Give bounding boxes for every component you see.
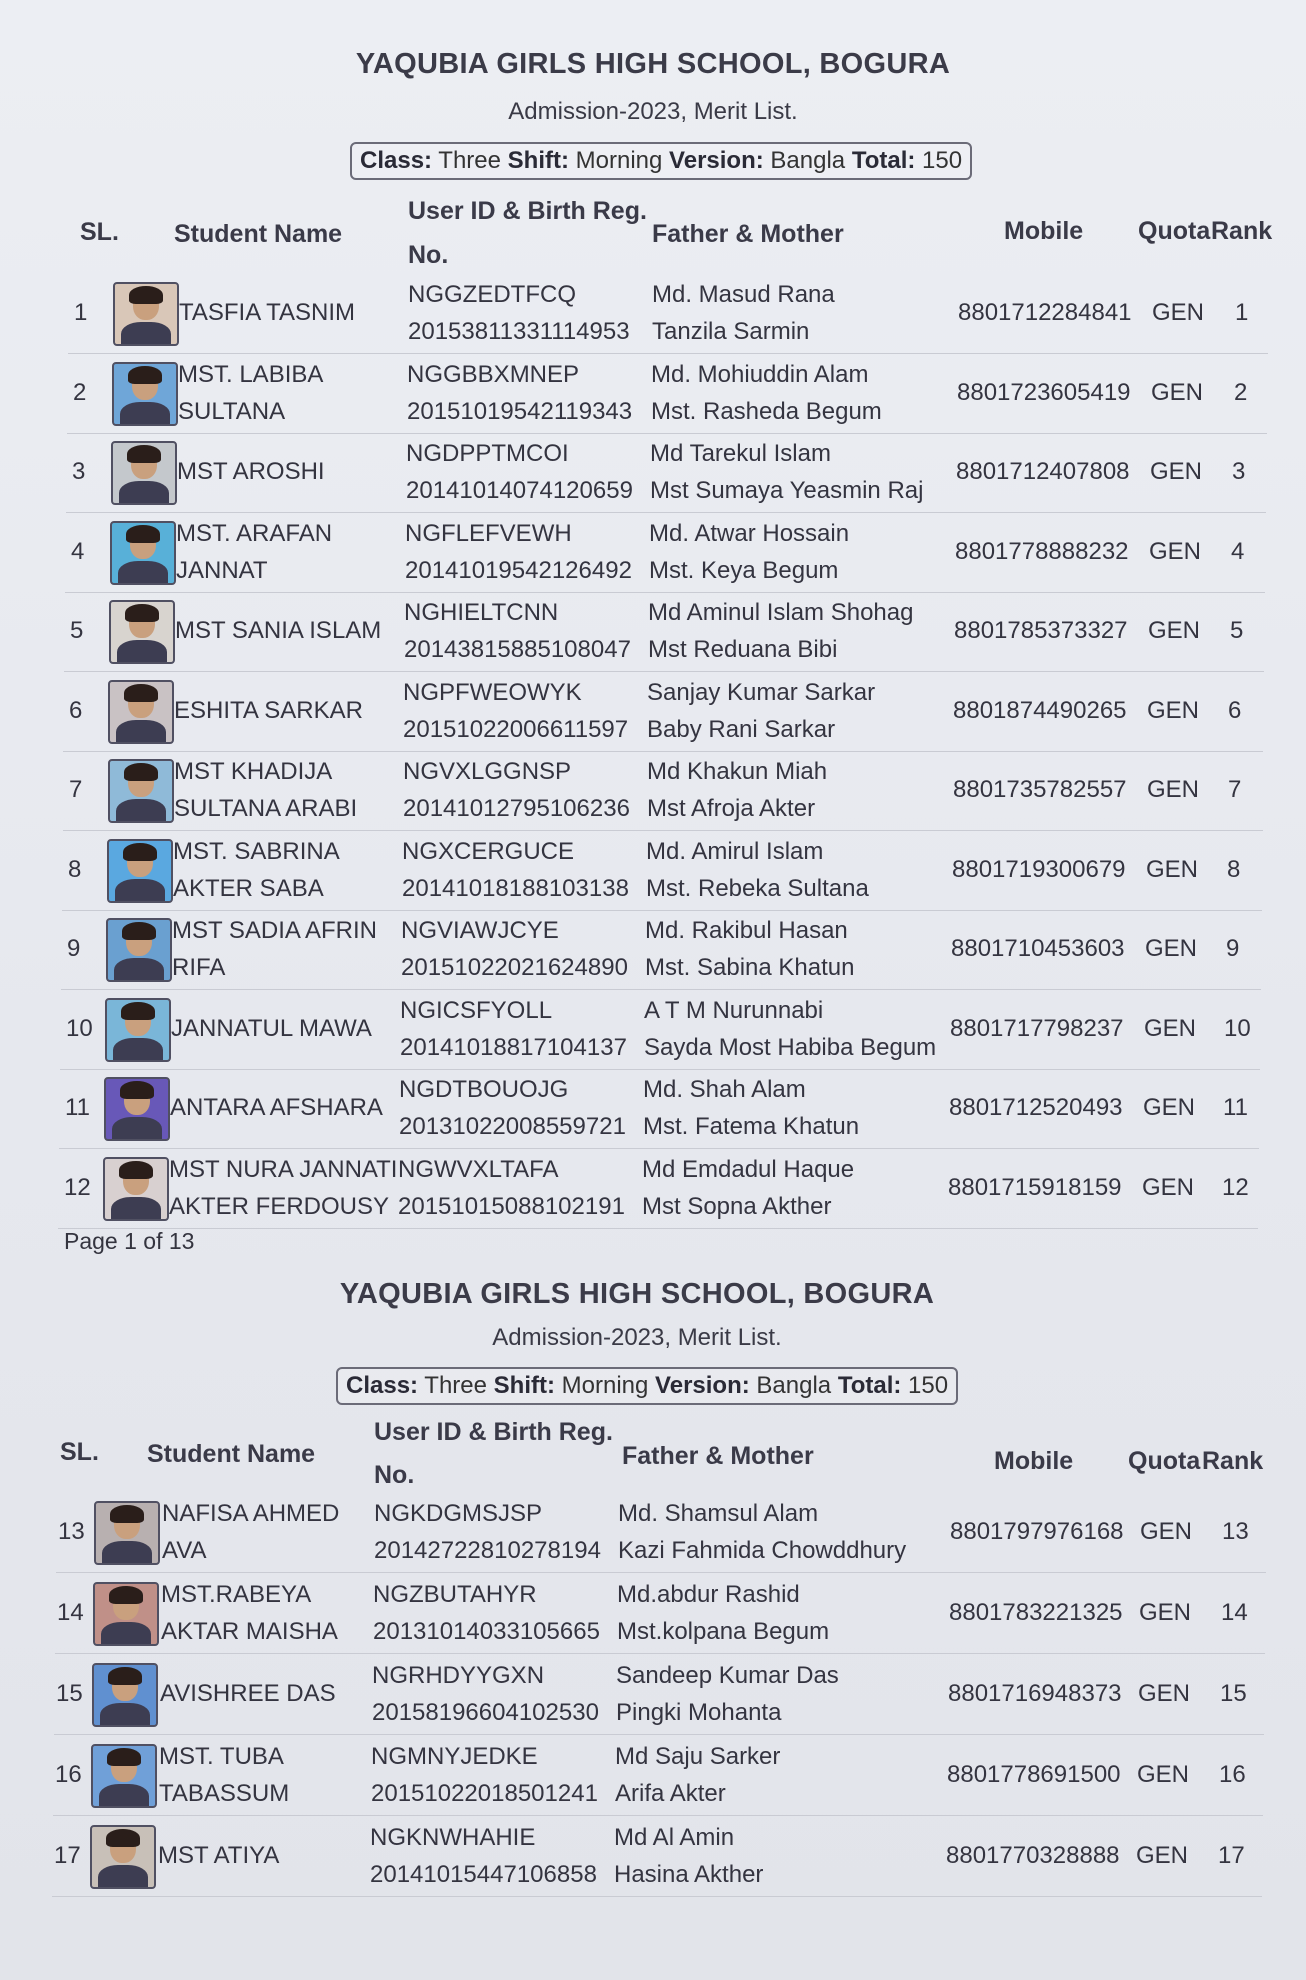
cell-rank: 11 xyxy=(1223,1094,1248,1121)
table-row xyxy=(64,594,1264,672)
merit-list-subtitle-page2: Admission-2023, Merit List. xyxy=(492,1324,782,1351)
row-divider xyxy=(65,592,1265,593)
header-sl: SL. xyxy=(80,218,119,246)
header-mobile: Mobile xyxy=(1004,217,1084,245)
table-row xyxy=(62,833,1262,911)
cell-student-name-line2: AKTAR MAISHA xyxy=(161,1618,338,1645)
cell-quota: GEN xyxy=(1144,1014,1197,1042)
cell-father-name: Md Khakun Miah xyxy=(647,758,828,785)
class-info-box-page2: Class: Three Shift: Morning Version: Bangla Total: 150 xyxy=(336,1367,958,1405)
cell-mother-name: Arifa Akter xyxy=(615,1780,726,1807)
cell-mobile: 8801715918159 xyxy=(948,1173,1122,1201)
cell-user-id: NGMNYJEDKE xyxy=(371,1743,538,1770)
cell-rank: 9 xyxy=(1226,935,1240,962)
cell-mobile: 8801719300679 xyxy=(952,855,1126,883)
cell-student-name-line1: JANNATUL MAWA xyxy=(171,1014,372,1042)
student-photo xyxy=(105,998,171,1062)
row-divider xyxy=(67,433,1267,434)
table-row xyxy=(63,674,1263,752)
cell-user-id: NGVIAWJCYE xyxy=(401,917,559,944)
cell-rank: 12 xyxy=(1222,1173,1249,1201)
cell-sl: 17 xyxy=(54,1842,81,1869)
cell-birth-reg: 20142722810278194 xyxy=(374,1537,601,1564)
cell-quota: GEN xyxy=(1143,1094,1196,1121)
header-parents: Father & Mother xyxy=(652,220,844,248)
cell-quota: GEN xyxy=(1137,1761,1190,1788)
cell-birth-reg: 20141018817104137 xyxy=(400,1033,627,1061)
cell-mother-name: Mst Afroja Akter xyxy=(647,795,816,822)
cell-student-name-line1: ANTARA AFSHARA xyxy=(170,1094,383,1121)
row-divider xyxy=(60,1069,1260,1070)
cell-birth-reg: 20131014033105665 xyxy=(373,1618,600,1645)
cell-user-id: NGWVXLTAFA xyxy=(398,1155,559,1183)
cell-student-name-line1: MST SANIA ISLAM xyxy=(175,617,382,644)
table-row xyxy=(68,276,1268,354)
student-photo xyxy=(104,1077,170,1141)
cell-user-id: NGRHDYYGXN xyxy=(372,1662,545,1689)
cell-mother-name: Tanzila Sarmin xyxy=(652,318,810,345)
header-userid: User ID & Birth Reg. xyxy=(374,1418,613,1446)
cell-father-name: Md. Mohiuddin Alam xyxy=(651,360,869,388)
table-row xyxy=(63,753,1263,831)
page-number: Page 1 of 13 xyxy=(64,1228,195,1254)
header-userid-no: No. xyxy=(408,241,449,269)
cell-student-name-line2: SULTANA ARABI xyxy=(174,795,358,822)
row-divider xyxy=(59,1148,1259,1149)
cell-student-name-line2: JANNAT xyxy=(176,556,268,584)
cell-birth-reg: 20151022006611597 xyxy=(403,715,629,743)
row-divider xyxy=(52,1896,1262,1897)
cell-father-name: Md. Masud Rana xyxy=(652,281,835,308)
cell-father-name: Sanjay Kumar Sarkar xyxy=(647,678,876,706)
cell-student-name-line1: MST. TUBA xyxy=(159,1743,284,1770)
cell-student-name-line1: MST.RABEYA xyxy=(161,1581,312,1608)
cell-user-id: NGHIELTCNN xyxy=(404,599,559,626)
row-divider xyxy=(58,1228,1258,1229)
cell-father-name: Md Saju Sarker xyxy=(615,1743,781,1770)
student-photo xyxy=(110,521,176,585)
table-row xyxy=(58,1151,1258,1229)
table-row xyxy=(52,1819,1262,1897)
cell-rank: 17 xyxy=(1218,1842,1245,1869)
table-row xyxy=(61,912,1261,990)
cell-mother-name: Mst. Sabina Khatun xyxy=(645,954,855,981)
cell-sl: 14 xyxy=(57,1599,84,1626)
cell-birth-reg: 20158196604102530 xyxy=(372,1699,599,1726)
table-row xyxy=(67,356,1267,434)
student-photo xyxy=(109,600,175,664)
cell-mother-name: Hasina Akther xyxy=(614,1861,764,1888)
cell-sl: 8 xyxy=(68,855,82,883)
cell-birth-reg: 20141018188103138 xyxy=(402,874,629,902)
student-photo xyxy=(106,918,172,982)
header-rank: Rank xyxy=(1211,217,1273,245)
table-row xyxy=(54,1657,1264,1735)
cell-rank: 2 xyxy=(1234,378,1248,406)
cell-user-id: NGGZEDTFCQ xyxy=(408,281,576,308)
cell-user-id: NGKNWHAHIE xyxy=(370,1824,536,1851)
student-photo xyxy=(91,1744,157,1808)
cell-mobile: 8801797976168 xyxy=(950,1518,1124,1545)
student-photo xyxy=(108,680,174,744)
row-divider xyxy=(68,353,1268,354)
cell-quota: GEN xyxy=(1142,1173,1195,1201)
cell-mobile: 8801735782557 xyxy=(953,776,1127,803)
cell-user-id: NGDTBOUOJG xyxy=(399,1076,569,1103)
student-photo xyxy=(93,1582,159,1646)
header-quota: Quota xyxy=(1128,1447,1201,1475)
cell-rank: 6 xyxy=(1228,696,1242,724)
cell-sl: 4 xyxy=(71,537,85,565)
student-photo xyxy=(107,839,173,903)
cell-quota: GEN xyxy=(1147,696,1200,724)
cell-birth-reg: 20141012795106236 xyxy=(403,795,630,822)
cell-mother-name: Baby Rani Sarkar xyxy=(647,715,836,743)
cell-mother-name: Mst. Keya Begum xyxy=(649,556,839,584)
student-photo xyxy=(103,1157,169,1221)
cell-birth-reg: 20151022021624890 xyxy=(401,954,628,981)
cell-father-name: Md. Atwar Hossain xyxy=(649,519,850,547)
cell-user-id: NGKDGMSJSP xyxy=(374,1500,543,1527)
table-row xyxy=(56,1495,1266,1573)
cell-user-id: NGXCERGUCE xyxy=(402,837,575,865)
cell-mother-name: Mst Sopna Akther xyxy=(642,1192,832,1220)
cell-quota: GEN xyxy=(1150,458,1203,485)
cell-mother-name: Sayda Most Habiba Begum xyxy=(644,1033,937,1061)
cell-quota: GEN xyxy=(1139,1599,1192,1626)
row-divider xyxy=(63,751,1263,752)
cell-mobile: 8801710453603 xyxy=(951,935,1125,962)
cell-father-name: Md. Shah Alam xyxy=(643,1076,806,1103)
cell-quota: GEN xyxy=(1151,378,1204,406)
cell-mobile: 8801712407808 xyxy=(956,458,1130,485)
cell-mother-name: Mst.kolpana Begum xyxy=(617,1618,830,1645)
cell-user-id: NGGBBXMNEP xyxy=(407,360,580,388)
cell-mobile: 8801712284841 xyxy=(958,299,1132,326)
cell-student-name-line1: MST. LABIBA xyxy=(178,360,324,388)
merit-list-subtitle: Admission-2023, Merit List. xyxy=(508,98,798,125)
cell-rank: 4 xyxy=(1231,537,1245,565)
cell-quota: GEN xyxy=(1148,617,1201,644)
header-parents: Father & Mother xyxy=(622,1442,814,1470)
student-photo xyxy=(94,1501,160,1565)
cell-birth-reg: 20141019542126492 xyxy=(405,556,632,584)
cell-birth-reg: 20151022018501241 xyxy=(371,1780,598,1807)
cell-user-id: NGFLEFVEWH xyxy=(405,519,572,547)
cell-student-name-line1: MST AROSHI xyxy=(177,458,325,485)
table-row xyxy=(65,515,1265,593)
row-divider xyxy=(56,1572,1266,1573)
cell-mobile: 8801770328888 xyxy=(946,1842,1120,1869)
cell-birth-reg: 20141015447106858 xyxy=(370,1861,597,1888)
row-divider xyxy=(64,671,1264,672)
cell-mother-name: Mst. Rebeka Sultana xyxy=(646,874,869,902)
header-userid: User ID & Birth Reg. xyxy=(408,197,647,225)
cell-sl: 13 xyxy=(58,1518,85,1545)
header-sl: SL. xyxy=(60,1438,99,1466)
cell-student-name-line2: AVA xyxy=(162,1537,207,1564)
cell-sl: 3 xyxy=(72,458,86,485)
cell-student-name-line1: MST KHADIJA xyxy=(174,758,333,785)
cell-sl: 6 xyxy=(69,696,83,724)
cell-mobile: 8801874490265 xyxy=(953,696,1127,724)
cell-student-name-line1: MST NURA JANNATI xyxy=(169,1155,398,1183)
row-divider xyxy=(62,910,1262,911)
cell-mobile: 8801717798237 xyxy=(950,1014,1124,1042)
table-row xyxy=(59,1071,1259,1149)
row-divider xyxy=(61,989,1261,990)
class-info-box: Class: Three Shift: Morning Version: Bangla Total: 150 xyxy=(350,142,972,180)
cell-mother-name: Mst. Fatema Khatun xyxy=(643,1113,860,1140)
header-rank: Rank xyxy=(1202,1447,1264,1475)
cell-sl: 11 xyxy=(65,1094,90,1121)
header-mobile: Mobile xyxy=(994,1447,1074,1475)
cell-birth-reg: 20151019542119343 xyxy=(407,397,633,425)
student-photo xyxy=(112,362,178,426)
cell-father-name: Md Al Amin xyxy=(614,1824,735,1851)
cell-student-name-line1: TASFIA TASNIM xyxy=(179,299,356,326)
cell-mother-name: Mst Reduana Bibi xyxy=(648,636,838,663)
student-photo xyxy=(92,1663,158,1727)
cell-student-name-line1: NAFISA AHMED xyxy=(162,1500,340,1527)
cell-student-name-line1: MST. SABRINA xyxy=(173,837,340,865)
student-photo xyxy=(108,759,174,823)
row-divider xyxy=(66,512,1266,513)
cell-mobile: 8801723605419 xyxy=(957,378,1131,406)
cell-quota: GEN xyxy=(1152,299,1205,326)
cell-father-name: A T M Nurunnabi xyxy=(644,996,824,1024)
cell-sl: 7 xyxy=(69,776,83,803)
cell-father-name: Md. Amirul Islam xyxy=(646,837,824,865)
row-divider xyxy=(54,1734,1264,1735)
cell-sl: 16 xyxy=(55,1761,82,1788)
row-divider xyxy=(53,1815,1263,1816)
cell-rank: 16 xyxy=(1219,1761,1246,1788)
cell-quota: GEN xyxy=(1149,537,1202,565)
cell-student-name-line1: ESHITA SARKAR xyxy=(174,696,363,724)
cell-student-name-line1: MST SADIA AFRIN xyxy=(172,917,377,944)
cell-student-name-line1: MST ATIYA xyxy=(158,1842,280,1869)
cell-student-name-line2: AKTER SABA xyxy=(173,874,324,902)
cell-rank: 3 xyxy=(1232,458,1246,485)
cell-sl: 5 xyxy=(70,617,84,644)
cell-birth-reg: 20151015088102191 xyxy=(398,1192,625,1220)
cell-user-id: NGDPPTMCOI xyxy=(406,440,569,467)
cell-user-id: NGPFWEOWYK xyxy=(403,678,582,706)
cell-user-id: NGICSFYOLL xyxy=(400,996,553,1024)
table-row xyxy=(60,992,1260,1070)
cell-rank: 8 xyxy=(1227,855,1241,883)
school-title: YAQUBIA GIRLS HIGH SCHOOL, BOGURA xyxy=(355,48,951,80)
cell-mobile: 8801783221325 xyxy=(949,1599,1123,1626)
cell-birth-reg: 20143815885108047 xyxy=(404,636,631,663)
table-row xyxy=(55,1576,1265,1654)
cell-rank: 15 xyxy=(1220,1680,1247,1707)
cell-mother-name: Mst Sumaya Yeasmin Raj xyxy=(650,477,924,504)
cell-user-id: NGVXLGGNSP xyxy=(403,758,572,785)
cell-mobile: 8801778888232 xyxy=(955,537,1129,565)
cell-quota: GEN xyxy=(1140,1518,1193,1545)
cell-father-name: Md Emdadul Haque xyxy=(642,1155,855,1183)
cell-rank: 1 xyxy=(1235,299,1249,326)
cell-rank: 13 xyxy=(1222,1518,1249,1545)
cell-mobile: 8801716948373 xyxy=(948,1680,1122,1707)
cell-student-name-line2: AKTER FERDOUSY xyxy=(169,1192,390,1220)
cell-student-name-line2: SULTANA xyxy=(178,397,286,425)
cell-student-name-line1: MST. ARAFAN xyxy=(176,519,333,547)
cell-student-name-line1: AVISHREE DAS xyxy=(160,1680,336,1707)
cell-father-name: Md Tarekul Islam xyxy=(650,440,831,467)
cell-quota: GEN xyxy=(1147,776,1200,803)
cell-sl: 2 xyxy=(73,378,87,406)
cell-sl: 9 xyxy=(67,935,81,962)
cell-father-name: Md. Shamsul Alam xyxy=(618,1500,819,1527)
header-userid-no: No. xyxy=(374,1461,415,1489)
cell-mother-name: Pingki Mohanta xyxy=(616,1699,782,1726)
row-divider xyxy=(55,1653,1265,1654)
header-student-name: Student Name xyxy=(174,220,343,248)
cell-student-name-line2: TABASSUM xyxy=(159,1780,290,1807)
cell-user-id: NGZBUTAHYR xyxy=(373,1581,537,1608)
cell-mobile: 8801778691500 xyxy=(947,1761,1121,1788)
cell-sl: 15 xyxy=(56,1680,83,1707)
cell-birth-reg: 20131022008559721 xyxy=(399,1113,626,1140)
cell-father-name: Md. Rakibul Hasan xyxy=(645,917,848,944)
cell-rank: 14 xyxy=(1221,1599,1248,1626)
table-row xyxy=(66,435,1266,513)
cell-quota: GEN xyxy=(1146,855,1199,883)
cell-mobile: 8801712520493 xyxy=(949,1094,1123,1121)
cell-mother-name: Kazi Fahmida Chowddhury xyxy=(618,1537,907,1564)
cell-sl: 12 xyxy=(64,1173,91,1201)
cell-student-name-line2: RIFA xyxy=(172,954,226,981)
cell-mobile: 8801785373327 xyxy=(954,617,1128,644)
student-photo xyxy=(111,441,177,505)
cell-quota: GEN xyxy=(1136,1842,1189,1869)
cell-mother-name: Mst. Rasheda Begum xyxy=(651,397,882,425)
table-row xyxy=(53,1738,1263,1816)
cell-birth-reg: 20153811331114953 xyxy=(408,318,630,345)
cell-father-name: Md Aminul Islam Shohag xyxy=(648,599,914,626)
cell-rank: 7 xyxy=(1228,776,1242,803)
student-photo xyxy=(113,282,179,346)
header-student-name: Student Name xyxy=(147,1440,316,1468)
cell-quota: GEN xyxy=(1145,935,1198,962)
cell-rank: 5 xyxy=(1230,617,1244,644)
cell-father-name: Md.abdur Rashid xyxy=(617,1581,800,1608)
cell-sl: 1 xyxy=(74,299,88,326)
cell-rank: 10 xyxy=(1224,1014,1251,1042)
cell-birth-reg: 20141014074120659 xyxy=(406,477,633,504)
student-photo xyxy=(90,1825,156,1889)
header-quota: Quota xyxy=(1138,217,1211,245)
cell-quota: GEN xyxy=(1138,1680,1191,1707)
cell-father-name: Sandeep Kumar Das xyxy=(616,1662,839,1689)
school-title-page2: YAQUBIA GIRLS HIGH SCHOOL, BOGURA xyxy=(339,1278,935,1310)
cell-sl: 10 xyxy=(66,1014,93,1042)
row-divider xyxy=(63,830,1263,831)
